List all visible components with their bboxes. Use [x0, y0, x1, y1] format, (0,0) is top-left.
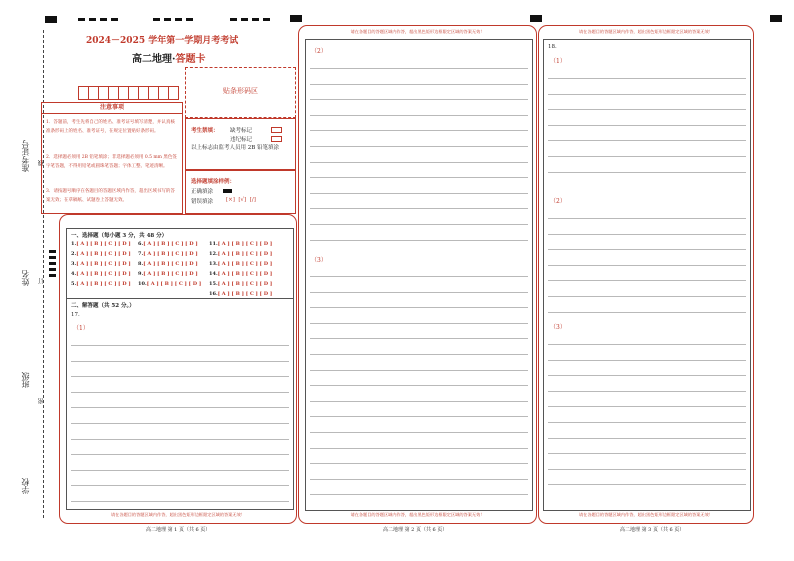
- answer-line[interactable]: [310, 479, 528, 480]
- answer-line[interactable]: [548, 312, 746, 313]
- side-timing-mark: [49, 250, 56, 253]
- mc-row[interactable]: 5.[ A ] [ B ] [ C ] [ D ]: [71, 281, 131, 287]
- seal-line-char: 线: [38, 160, 45, 166]
- digit-box[interactable]: [139, 87, 149, 99]
- timing-mark: [164, 18, 171, 21]
- answer-line[interactable]: [71, 423, 289, 424]
- answer-line[interactable]: [548, 109, 746, 110]
- answer-line[interactable]: [548, 484, 746, 485]
- answer-line[interactable]: [310, 84, 528, 85]
- answer-lines-page-3[interactable]: [544, 40, 750, 510]
- name-label: 姓名: [21, 270, 30, 286]
- q17-part-1-label: （1）: [73, 325, 89, 332]
- fill-example-title: 选择题填涂样例：: [191, 179, 236, 185]
- answer-line[interactable]: [310, 146, 528, 147]
- title-separator: ·: [172, 54, 176, 65]
- answer-line[interactable]: [310, 292, 528, 293]
- answer-line[interactable]: [548, 422, 746, 423]
- answer-line[interactable]: [310, 448, 528, 449]
- mc-row[interactable]: 15.[ A ] [ B ] [ C ] [ D ]: [209, 281, 273, 287]
- barcode-area: [185, 67, 296, 118]
- ticket-number-boxes[interactable]: [78, 86, 179, 100]
- timing-mark: [241, 18, 248, 21]
- mc-row[interactable]: 14.[ A ] [ B ] [ C ] [ D ]: [209, 271, 273, 277]
- timing-mark: [111, 18, 118, 21]
- answer-line[interactable]: [71, 470, 289, 471]
- region-note-bottom: 请在各题目的答题区域内作答，超出黑色矩形边框限定区域的答案无效！: [110, 512, 245, 517]
- answer-line[interactable]: [548, 406, 746, 407]
- answer-line[interactable]: [71, 392, 289, 393]
- q18-part-2-label: （2）: [550, 198, 566, 205]
- digit-box[interactable]: [89, 87, 99, 99]
- timing-mark: [252, 18, 259, 21]
- answer-line[interactable]: [310, 208, 528, 209]
- section2-title: 二、解答题（共 52 分。）: [71, 303, 135, 309]
- answer-line[interactable]: [548, 469, 746, 470]
- timing-mark: [78, 18, 85, 21]
- answer-line[interactable]: [310, 115, 528, 116]
- answer-line[interactable]: [548, 94, 746, 95]
- answer-line[interactable]: [310, 416, 528, 417]
- mc-row[interactable]: 13.[ A ] [ B ] [ C ] [ D ]: [209, 261, 273, 267]
- q18-part-1-label: （1）: [550, 58, 566, 65]
- mc-row[interactable]: 8.[ A ] [ B ] [ C ] [ D ]: [138, 261, 198, 267]
- candidate-status-label: 考生禁填：: [191, 128, 219, 134]
- timing-mark: [100, 18, 107, 21]
- answer-line[interactable]: [548, 360, 746, 361]
- answer-line[interactable]: [548, 296, 746, 297]
- answer-line[interactable]: [548, 234, 746, 235]
- timing-mark: [89, 18, 96, 21]
- answer-panel-page-2: [298, 25, 537, 524]
- page-footer-1: 高二地理 第 1 页（共 6 页）: [146, 527, 211, 533]
- timing-mark: [230, 18, 237, 21]
- answer-line[interactable]: [548, 438, 746, 439]
- answer-line[interactable]: [310, 323, 528, 324]
- answer-line[interactable]: [71, 376, 289, 377]
- answer-line[interactable]: [71, 361, 289, 362]
- timing-mark: [45, 16, 57, 23]
- answer-line[interactable]: [310, 276, 528, 277]
- answer-line[interactable]: [548, 218, 746, 219]
- answer-line[interactable]: [310, 338, 528, 339]
- answer-line[interactable]: [71, 345, 289, 346]
- answer-line[interactable]: [310, 162, 528, 163]
- side-timing-mark: [49, 256, 56, 259]
- correct-fill-sample: [223, 189, 232, 193]
- seal-mi-char: 密: [38, 398, 45, 404]
- notice-item-2: 2．选择题必须用 2B 铅笔填涂；非选择题必须用 0.5 mm 黑色签字笔答题，不得用铅笔或圆珠笔答题；字体工整、笔迹清晰。: [46, 155, 177, 169]
- answer-line[interactable]: [548, 265, 746, 266]
- mc-row[interactable]: 11.[ A ] [ B ] [ C ] [ D ]: [209, 241, 273, 247]
- missing-exam-box[interactable]: [271, 127, 282, 133]
- digit-box[interactable]: [119, 87, 129, 99]
- status-note: 以上标志由监考人员用 2B 铅笔填涂: [191, 145, 280, 151]
- digit-box[interactable]: [109, 87, 119, 99]
- answer-line[interactable]: [548, 344, 746, 345]
- violation-box[interactable]: [271, 136, 282, 142]
- answer-line[interactable]: [71, 407, 289, 408]
- mc-row[interactable]: 7.[ A ] [ B ] [ C ] [ D ]: [138, 251, 198, 257]
- answer-line[interactable]: [71, 439, 289, 440]
- mc-row[interactable]: 12.[ A ] [ B ] [ C ] [ D ]: [209, 251, 273, 257]
- timing-mark: [186, 18, 193, 21]
- ticket-number-label: 准考证号: [21, 140, 30, 172]
- answer-line[interactable]: [310, 177, 528, 178]
- violation-label: 违纪标记: [230, 137, 253, 143]
- answer-line[interactable]: [548, 78, 746, 79]
- answer-line[interactable]: [310, 68, 528, 69]
- mc-row[interactable]: 1.[ A ] [ B ] [ C ] [ D ]: [71, 241, 131, 247]
- digit-box[interactable]: [99, 87, 109, 99]
- q18-part-3-label: （3）: [550, 324, 566, 331]
- mc-row[interactable]: 4.[ A ] [ B ] [ C ] [ D ]: [71, 271, 131, 277]
- answer-line[interactable]: [310, 130, 528, 131]
- answer-frame-page-3: [543, 39, 751, 511]
- answer-line[interactable]: [310, 224, 528, 225]
- notice-title: 注意事项: [42, 103, 182, 114]
- school-label: 学校: [21, 478, 30, 494]
- mc-row[interactable]: 3.[ A ] [ B ] [ C ] [ D ]: [71, 261, 131, 267]
- answer-panel-page-3: [538, 25, 754, 524]
- candidate-status-box: [185, 118, 296, 170]
- answer-line[interactable]: [71, 485, 289, 486]
- mc-row[interactable]: 2.[ A ] [ B ] [ C ] [ D ]: [71, 251, 131, 257]
- answer-frame-page-1: [66, 228, 294, 510]
- class-label: 班级: [21, 372, 30, 388]
- missing-exam-label: 缺考标记: [230, 128, 253, 134]
- seal-ding-char: 订: [38, 278, 45, 284]
- subject-name: 高二地理: [132, 54, 172, 65]
- timing-mark: [263, 18, 270, 21]
- digit-box[interactable]: [159, 87, 169, 99]
- timing-mark: [153, 18, 160, 21]
- fill-example-box: [185, 170, 296, 214]
- answer-line[interactable]: [71, 501, 289, 502]
- card-type: 答题卡: [175, 54, 206, 65]
- timing-mark: [290, 15, 302, 22]
- notice-item-1: 1．答题前，考生先将自己的姓名、准考证号填写清楚，并认真核准条形码上的姓名、准考证号，在规定位置贴好条形码。: [46, 120, 175, 134]
- mc-row[interactable]: 10.[ A ] [ B ] [ C ] [ D ]: [138, 281, 202, 287]
- answer-line[interactable]: [548, 453, 746, 454]
- side-timing-mark: [49, 274, 56, 277]
- part-3-label: （3）: [311, 257, 327, 264]
- question-18-label: 18.: [548, 44, 557, 50]
- region-note-top: 请在各题目的答题区域内作答，超出黑色矩形边框限定区域的答案无效！: [350, 29, 485, 34]
- answer-line[interactable]: [548, 156, 746, 157]
- answer-line[interactable]: [71, 454, 289, 455]
- answer-line[interactable]: [310, 193, 528, 194]
- answer-line[interactable]: [310, 463, 528, 464]
- digit-box[interactable]: [129, 87, 139, 99]
- exam-title: 2024－2025 学年第一学期月考考试: [86, 36, 239, 46]
- side-timing-mark: [49, 262, 56, 265]
- digit-box[interactable]: [149, 87, 159, 99]
- answer-line[interactable]: [310, 307, 528, 308]
- region-note-bottom: 请在各题目的答题区域内作答，超出黑色矩形边框限定区域的答案无效！: [578, 512, 713, 517]
- mc-row[interactable]: 6.[ A ] [ B ] [ C ] [ D ]: [138, 241, 198, 247]
- answer-line[interactable]: [310, 240, 528, 241]
- answer-line[interactable]: [310, 370, 528, 371]
- notice-box: [41, 102, 183, 214]
- timing-mark: [770, 15, 782, 22]
- answer-line[interactable]: [310, 432, 528, 433]
- side-timing-mark: [49, 268, 56, 271]
- answer-line[interactable]: [548, 140, 746, 141]
- answer-line[interactable]: [310, 99, 528, 100]
- answer-line[interactable]: [310, 494, 528, 495]
- timing-mark: [530, 15, 542, 22]
- correct-fill-label: 正确填涂: [191, 189, 214, 195]
- mc-row[interactable]: 16.[ A ] [ B ] [ C ] [ D ]: [209, 291, 273, 297]
- question-17-label: 17.: [71, 312, 80, 318]
- answer-panel-page-1: [59, 214, 297, 524]
- answer-line[interactable]: [310, 354, 528, 355]
- subject-title: [132, 50, 205, 65]
- timing-mark: [175, 18, 182, 21]
- answer-line[interactable]: [548, 249, 746, 250]
- answer-line[interactable]: [548, 125, 746, 126]
- answer-line[interactable]: [310, 385, 528, 386]
- wrong-fill-samples: [×] [√] [/]: [226, 197, 256, 203]
- section1-title: 一、选择题（每小题 3 分，共 48 分）: [71, 233, 168, 239]
- answer-line[interactable]: [548, 375, 746, 376]
- digit-box[interactable]: [79, 87, 89, 99]
- answer-frame-page-2: [305, 39, 533, 511]
- page-footer-3: 高二地理 第 3 页（共 6 页）: [620, 527, 685, 533]
- notice-item-3: 3．请按题号顺序在各题目的答题区域内作答，超出区域书写的答案无效；在草稿纸、试题卷上答题无效。: [46, 189, 175, 203]
- mc-row[interactable]: 9.[ A ] [ B ] [ C ] [ D ]: [138, 271, 198, 277]
- region-note-top: 请在各题目的答题区域内作答，超出黑色矩形边框限定区域的答案无效！: [578, 29, 713, 34]
- answer-line[interactable]: [310, 401, 528, 402]
- page-footer-2: 高二地理 第 2 页（共 6 页）: [383, 527, 448, 533]
- answer-lines-page-2[interactable]: [306, 40, 532, 510]
- answer-line[interactable]: [548, 172, 746, 173]
- digit-box[interactable]: [169, 87, 178, 99]
- barcode-area-label: 贴条形码区: [223, 87, 258, 95]
- wrong-fill-label: 错误填涂: [191, 199, 214, 205]
- answer-line[interactable]: [548, 391, 746, 392]
- answer-lines-page-1[interactable]: [67, 229, 293, 509]
- answer-line[interactable]: [548, 280, 746, 281]
- part-2-label: （2）: [311, 48, 327, 55]
- region-note-bottom: 请在各题目的答题区域内作答，超出黑色矩形边框限定区域的答案无效！: [350, 512, 485, 517]
